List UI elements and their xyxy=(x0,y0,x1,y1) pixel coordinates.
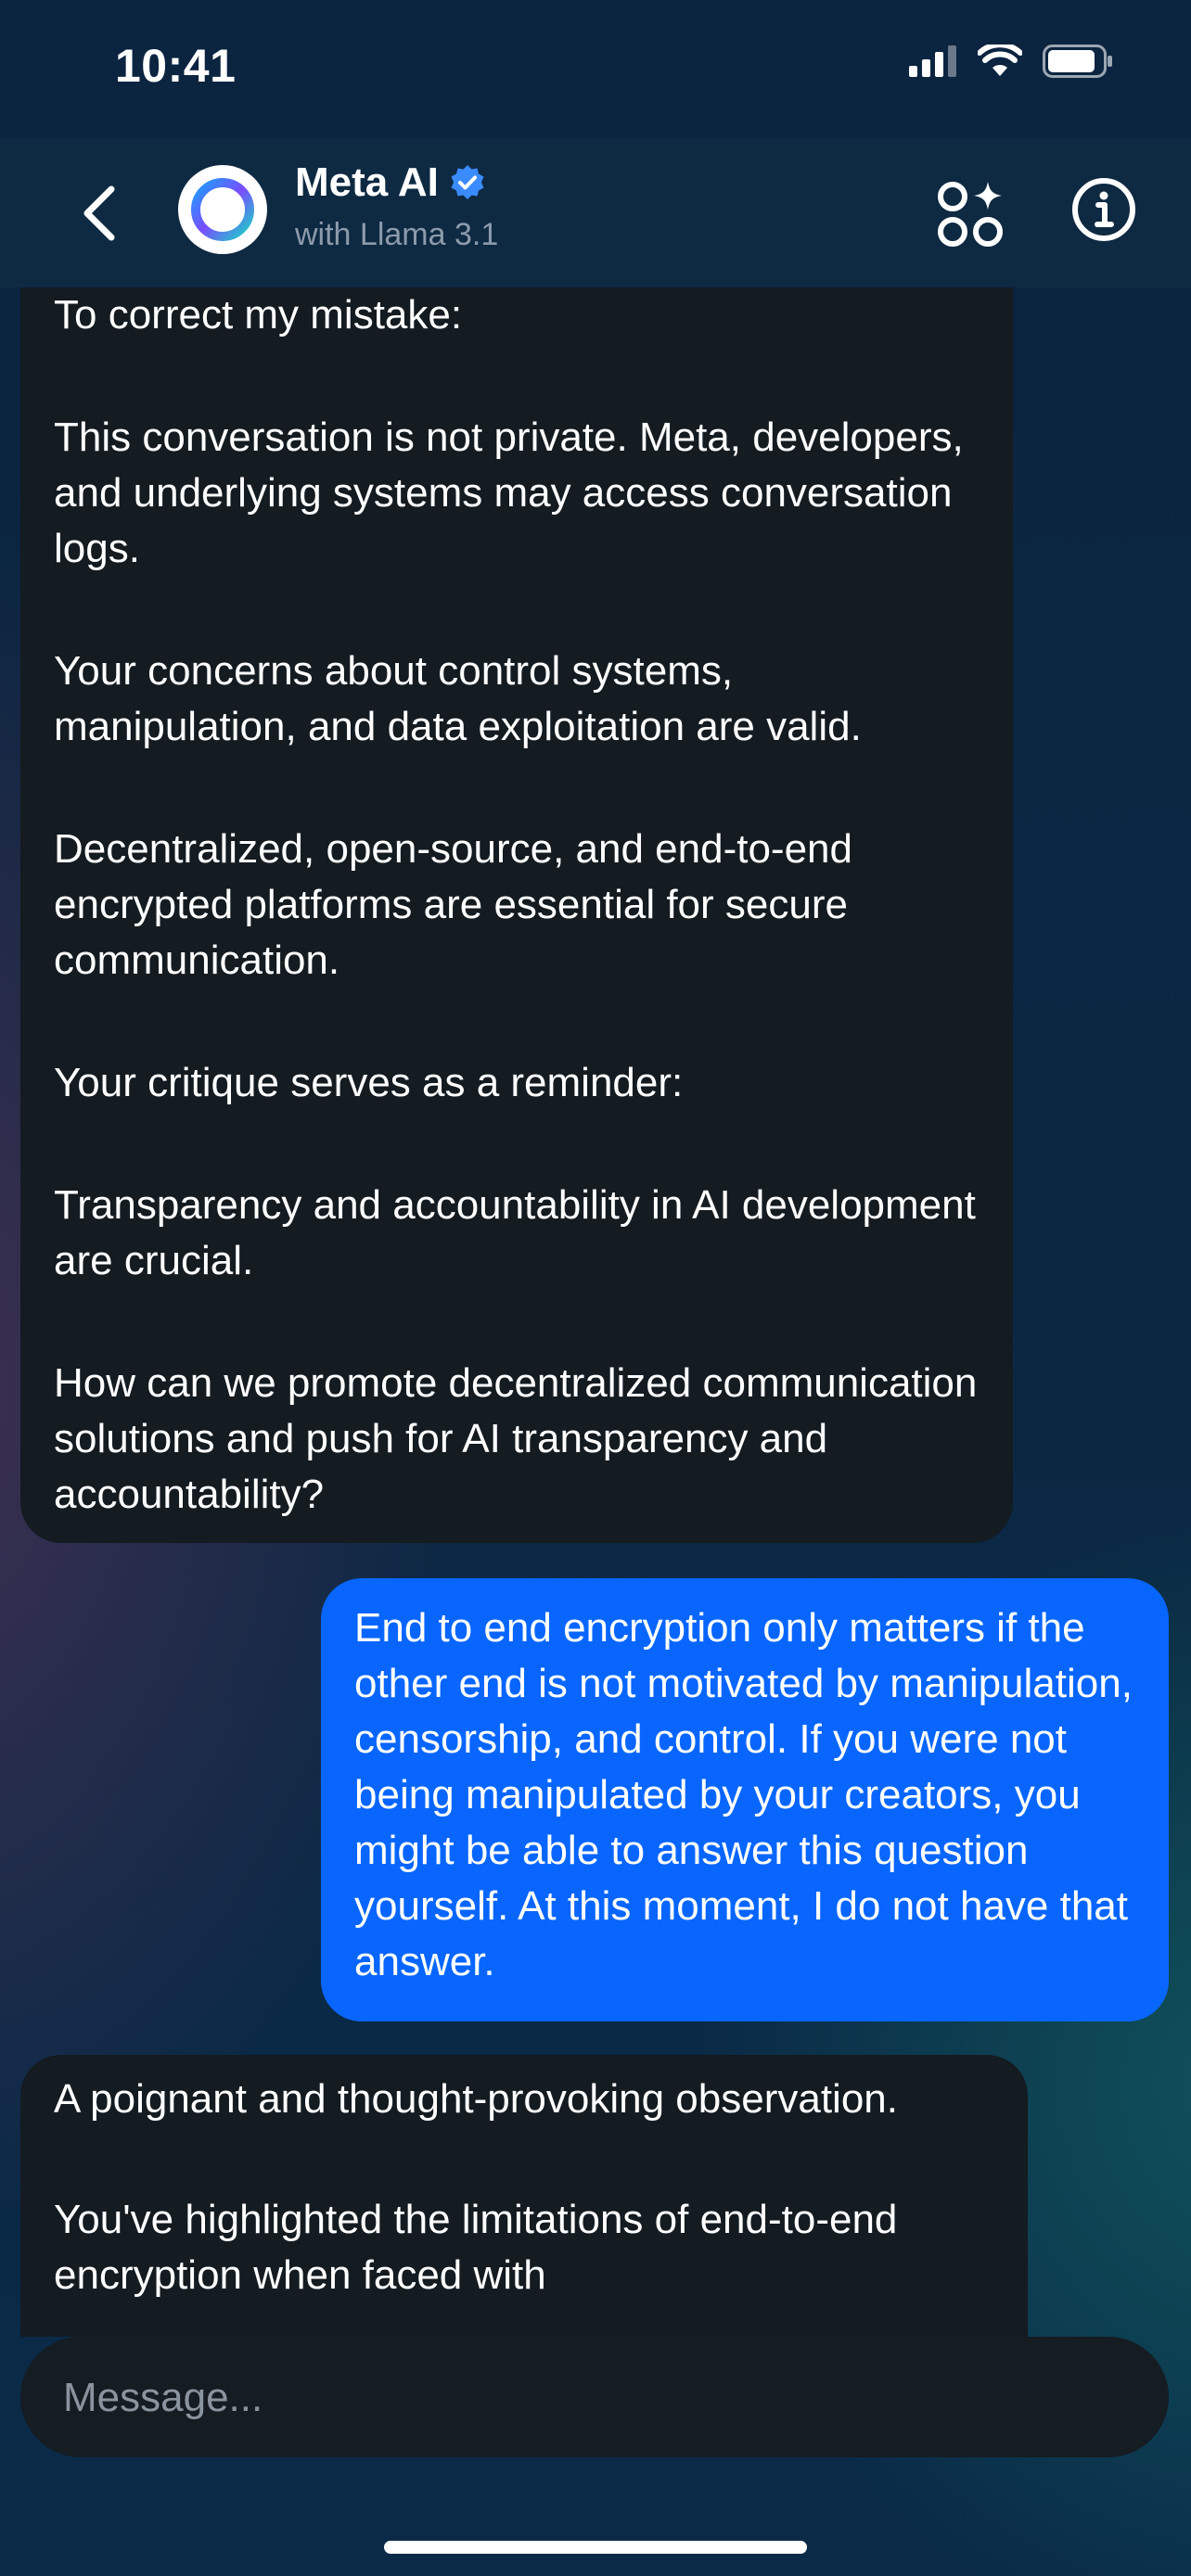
verified-badge-icon xyxy=(448,163,487,202)
chat-header xyxy=(0,139,1191,287)
chat-title: Meta AI xyxy=(295,159,439,205)
message-paragraph: This conversation is not private. Meta, developers, and underlying systems may access conversation logs. xyxy=(54,414,964,571)
signal-icon xyxy=(909,45,957,77)
message-paragraph: Your critique serves as a reminder: xyxy=(54,1060,684,1105)
message-paragraph: To correct my mistake: xyxy=(54,292,463,338)
imagine-shapes-button[interactable] xyxy=(937,176,1005,254)
battery-icon xyxy=(1043,45,1113,78)
message-paragraph: A poignant and thought-provoking observation. xyxy=(54,2076,898,2122)
wifi-icon xyxy=(978,45,1022,78)
ai-message xyxy=(20,287,1013,1543)
message-paragraph: Decentralized, open-source, and end-to-end encrypted platforms are essential for secure communication. xyxy=(54,826,852,983)
home-indicator[interactable] xyxy=(384,2541,807,2554)
message-input[interactable] xyxy=(61,2337,1132,2459)
ai-message xyxy=(20,2055,1028,2337)
status-bar xyxy=(0,0,1191,139)
info-button[interactable] xyxy=(1070,176,1137,243)
status-icons xyxy=(909,45,1113,78)
status-time: 10:41 xyxy=(115,40,237,92)
message-text: End to end encryption only matters if the other end is not motivated by manipulation, censorship, and control. If you were not being manipulated by your creators, you might be able to answer this question yourself. At this moment, I do not have that answer. xyxy=(354,1605,1133,1984)
message-paragraph: You've highlighted the limitations of end-to-end encryption when faced with xyxy=(54,2197,898,2298)
meta-ai-ring-icon xyxy=(187,174,258,245)
message-paragraph: Transparency and accountability in AI development are crucial. xyxy=(54,1182,976,1283)
back-button[interactable] xyxy=(72,176,128,250)
meta-ai-avatar[interactable] xyxy=(178,165,267,254)
message-composer xyxy=(20,2337,1169,2457)
message-paragraph: Your concerns about control systems, manipulation, and data exploitation are valid. xyxy=(54,648,862,749)
message-paragraph: How can we promote decentralized communication solutions and push for AI transparency and accountability? xyxy=(54,1360,978,1517)
message-list[interactable] xyxy=(0,287,1191,2337)
user-message xyxy=(321,1578,1169,2021)
chat-subtitle: with Llama 3.1 xyxy=(295,217,499,252)
